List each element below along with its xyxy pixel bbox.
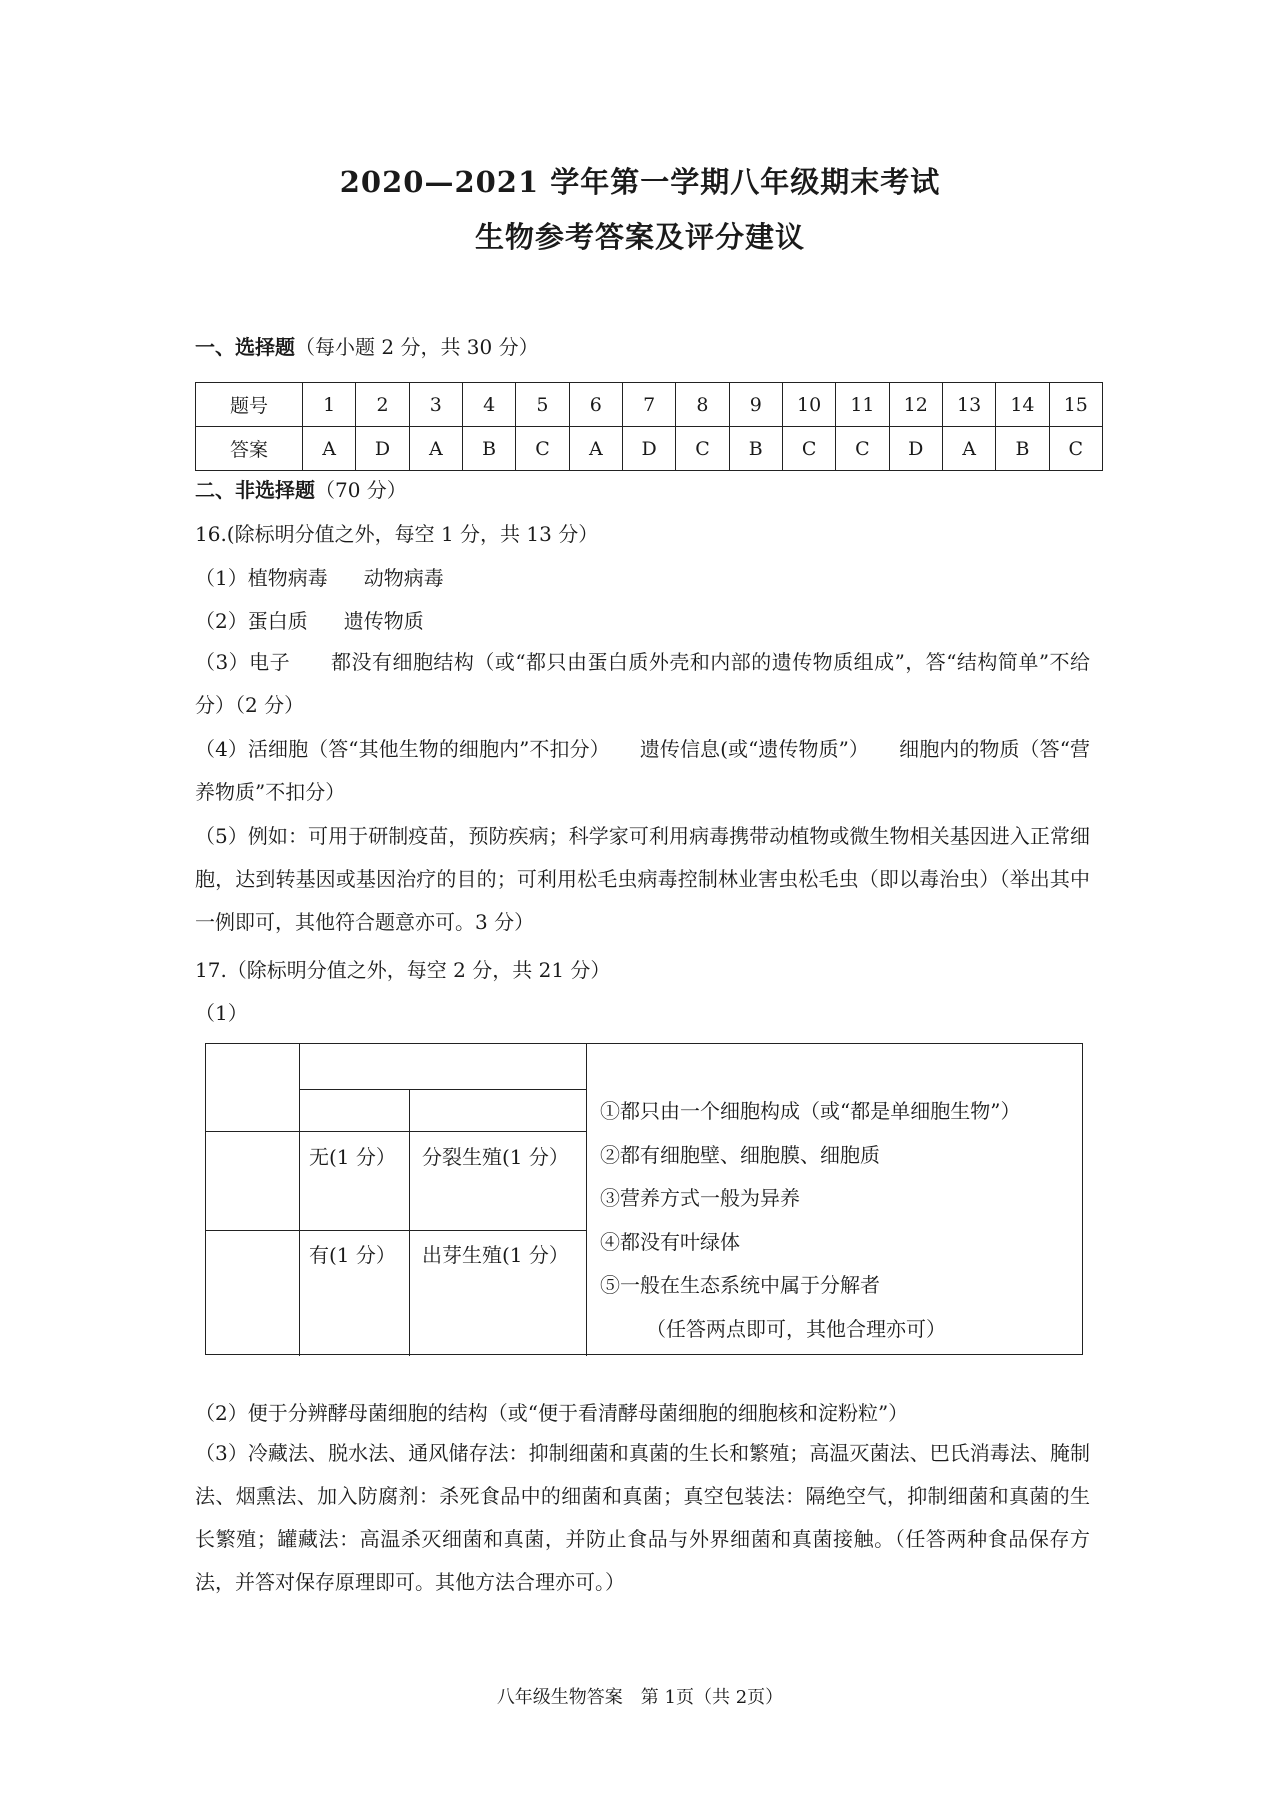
table-divider <box>586 1044 587 1356</box>
question-number-cell: 6 <box>569 383 622 427</box>
q17-part1-label: （1） <box>195 1001 248 1025</box>
table-divider <box>206 1131 299 1132</box>
answer-cell: A <box>409 427 462 471</box>
answer-table-number-row <box>196 383 1103 427</box>
q16-part2-answer-a: 蛋白质 <box>247 609 308 633</box>
question-number-cell: 7 <box>622 383 675 427</box>
answer-cell: B <box>996 427 1049 471</box>
question-number-cell: 3 <box>409 383 462 427</box>
question-number-cell: 13 <box>942 383 995 427</box>
answer-table-header-label: 题号 <box>196 383 303 427</box>
q16-part1-answer-b: 动物病毒 <box>363 566 444 590</box>
section1-heading <box>195 334 539 360</box>
question-number-cell: 14 <box>996 383 1049 427</box>
q17-header: 17.（除标明分值之外，每空 2 分，共 21 分） <box>195 958 611 982</box>
common-point-1: ①都只由一个细胞构成（或“都是单细胞生物”） <box>600 1099 1021 1123</box>
table-divider <box>299 1089 586 1090</box>
answer-cell: D <box>622 427 675 471</box>
question-number-cell: 12 <box>889 383 942 427</box>
answer-table-answer-row <box>196 427 1103 471</box>
table-divider <box>299 1131 586 1132</box>
answer-cell: C <box>782 427 835 471</box>
section2-heading <box>195 477 407 503</box>
section2-note: （70 分） <box>315 478 407 502</box>
answer-table <box>195 382 1103 471</box>
row1-nucleus-cell: 无(1 分） <box>309 1145 396 1169</box>
common-point-4: ④都没有叶绿体 <box>600 1230 740 1254</box>
q16-part2-label: （2） <box>195 609 248 633</box>
q16-part5: （5）例如：可用于研制疫苗，预防疾病；科学家可利用病毒携带动植物或微生物相关基因进入正常细胞，达到转基因或基因治疗的目的；可利用松毛虫病毒控制林业害虫松毛虫（即以毒治虫）（举出其中一例即可，其他符合题意亦可。3 分） <box>195 824 1090 934</box>
question-number-cell: 2 <box>356 383 409 427</box>
section1-note: （每小题 2 分，共 30 分） <box>295 335 539 359</box>
question-number-cell: 1 <box>303 383 356 427</box>
question-number-cell: 15 <box>1049 383 1102 427</box>
answer-table-answer-label: 答案 <box>196 427 303 471</box>
document-subtitle: 生物参考答案及评分建议 <box>474 220 805 254</box>
q16-part3: （3）电子 都没有细胞结构（或“都只由蛋白质外壳和内部的遗传物质组成”，答“结构简单”不给分）（2 分） <box>195 650 1090 717</box>
section1-title: 一、选择题 <box>195 335 295 359</box>
q16-part1-label: （1） <box>195 566 248 590</box>
q16-part1-answer-a: 植物病毒 <box>247 566 328 590</box>
table-divider <box>299 1044 300 1356</box>
q16-part1 <box>195 565 444 591</box>
question-number-cell: 11 <box>836 383 889 427</box>
q17-part2: （2）便于分辨酵母菌细胞的结构（或“便于看清酵母菌细胞的细胞核和淀粉粒”） <box>195 1401 909 1425</box>
row1-reproduction-cell: 分裂生殖(1 分） <box>422 1145 569 1169</box>
answer-cell: A <box>569 427 622 471</box>
common-point-2: ②都有细胞壁、细胞膜、细胞质 <box>600 1143 880 1167</box>
answer-cell: B <box>729 427 782 471</box>
common-points-note: （任答两点即可，其他合理亦可） <box>646 1317 946 1341</box>
q16-header: 16.(除标明分值之外，每空 1 分，共 13 分） <box>195 522 599 546</box>
answer-cell: C <box>516 427 569 471</box>
table-divider <box>206 1230 586 1231</box>
question-number-cell: 9 <box>729 383 782 427</box>
q16-part2-answer-b: 遗传物质 <box>343 609 424 633</box>
q16-part4: （4）活细胞（答“其他生物的细胞内”不扣分） 遗传信息(或“遗传物质”） 细胞内的物质（答“营养物质”不扣分） <box>195 737 1090 804</box>
answer-cell: D <box>356 427 409 471</box>
row2-reproduction-cell: 出芽生殖(1 分） <box>422 1243 569 1267</box>
page-footer: 八年级生物答案 第 1页（共 2页） <box>496 1687 784 1708</box>
question-number-cell: 5 <box>516 383 569 427</box>
table-divider <box>409 1089 410 1356</box>
q17-comparison-table <box>205 1043 1083 1355</box>
question-number-cell: 8 <box>676 383 729 427</box>
answer-cell: B <box>462 427 515 471</box>
answer-cell: A <box>303 427 356 471</box>
q16-part2 <box>195 608 424 634</box>
answer-cell: C <box>676 427 729 471</box>
common-point-3: ③营养方式一般为异养 <box>600 1186 800 1210</box>
answer-cell: C <box>836 427 889 471</box>
common-point-5: ⑤一般在生态系统中属于分解者 <box>600 1273 880 1297</box>
q17-part3: （3）冷藏法、脱水法、通风储存法：抑制细菌和真菌的生长和繁殖；高温灭菌法、巴氏消毒法、腌制法、烟熏法、加入防腐剂：杀死食品中的细菌和真菌；真空包装法：隔绝空气，抑制细菌和真菌的生长繁殖；罐藏法：高温杀灭细菌和真菌，并防止食品与外界细菌和真菌接触。（任答两种食品保存方法，并答对保存原理即可。其他方法合理亦可。） <box>195 1441 1090 1594</box>
question-number-cell: 4 <box>462 383 515 427</box>
question-number-cell: 10 <box>782 383 835 427</box>
answer-cell: C <box>1049 427 1102 471</box>
answer-cell: A <box>942 427 995 471</box>
document-title: 2020—2021 学年第一学期八年级期末考试 <box>339 165 941 199</box>
answer-cell: D <box>889 427 942 471</box>
row2-nucleus-cell: 有(1 分） <box>309 1243 396 1267</box>
section2-title: 二、非选择题 <box>195 478 315 502</box>
